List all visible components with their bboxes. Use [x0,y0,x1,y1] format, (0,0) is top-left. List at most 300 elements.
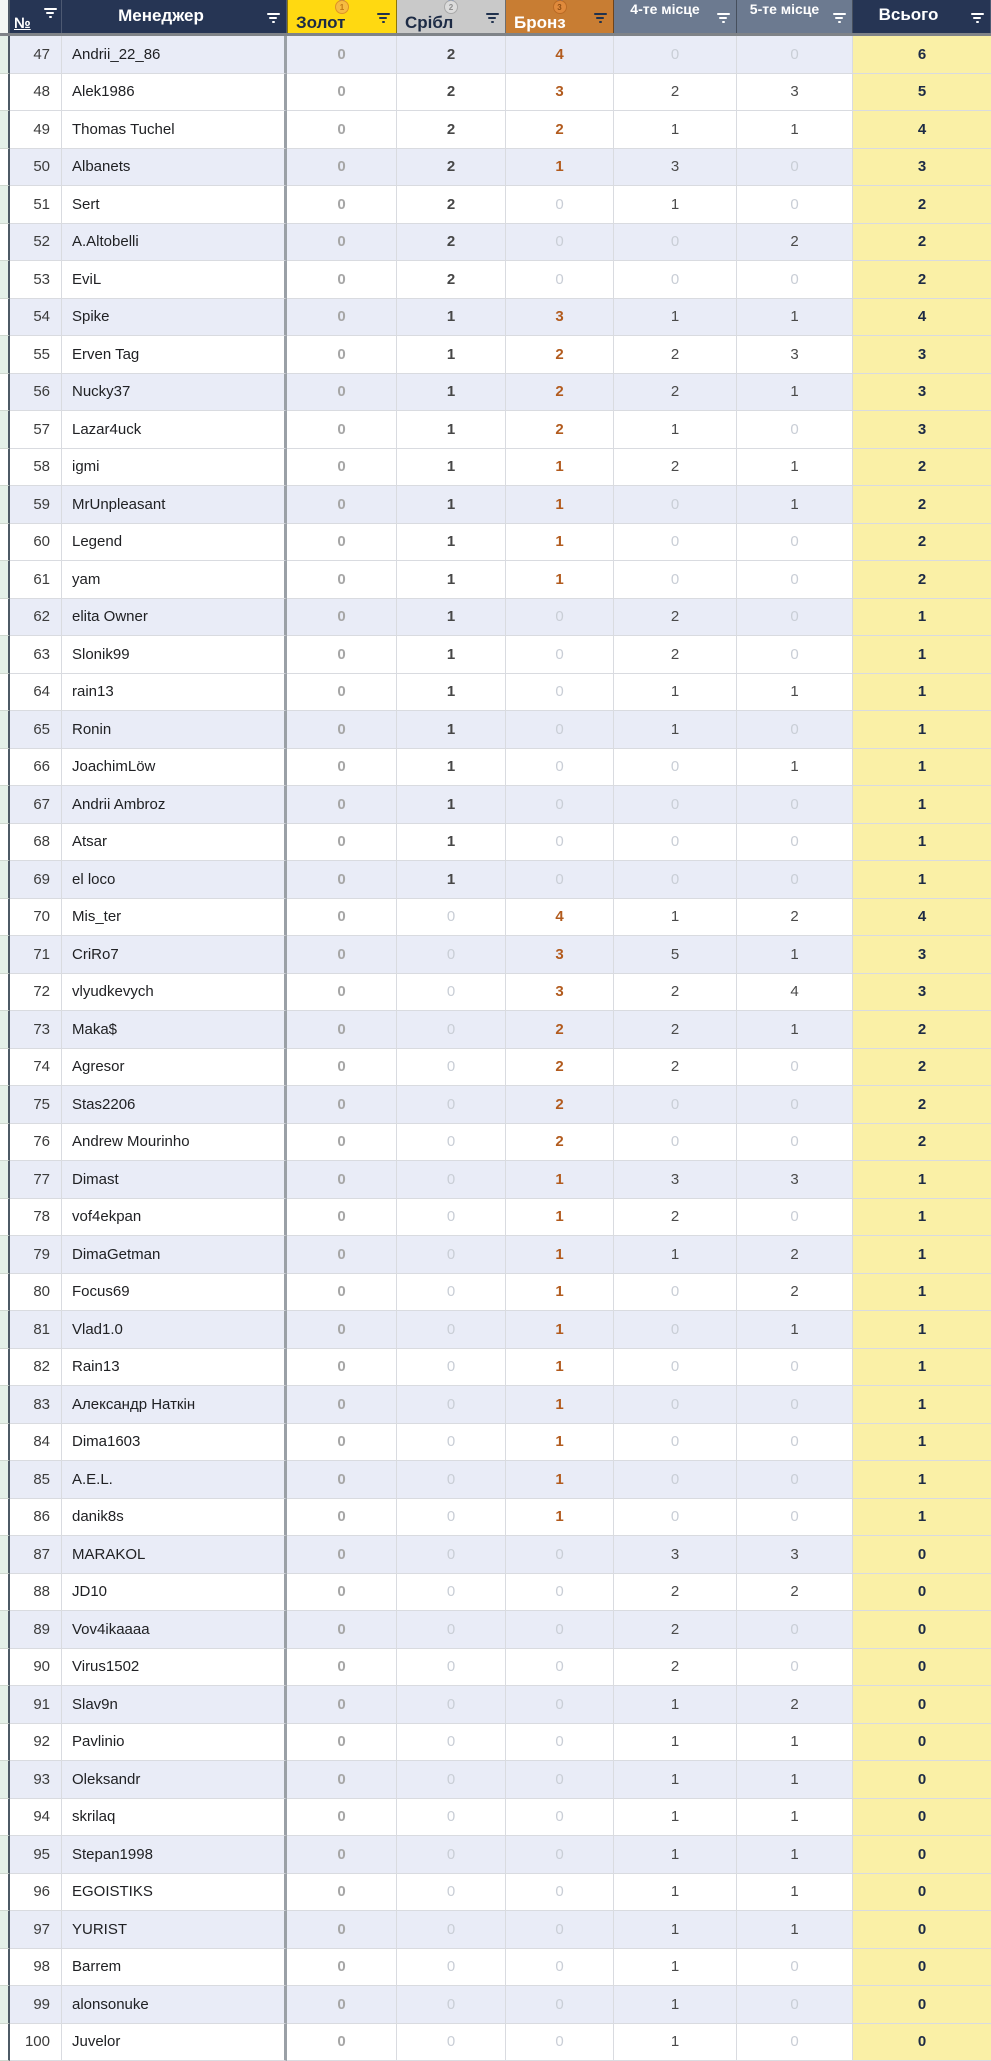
cell-silver-count[interactable]: 2 [397,261,506,299]
cell-fourth-place-count[interactable]: 0 [614,36,737,74]
cell-silver-count[interactable]: 0 [397,1011,506,1049]
cell-fourth-place-count[interactable]: 1 [614,1874,737,1912]
cell-gold-count[interactable]: 0 [287,111,397,149]
filter-icon[interactable] [715,13,731,23]
cell-rank[interactable]: 66 [10,749,62,787]
cell-silver-count[interactable]: 1 [397,336,506,374]
cell-fourth-place-count[interactable]: 2 [614,1049,737,1087]
cell-total-count[interactable]: 1 [853,599,991,637]
cell-total-count[interactable]: 3 [853,149,991,187]
cell-silver-count[interactable]: 0 [397,1536,506,1574]
cell-silver-count[interactable]: 0 [397,1386,506,1424]
cell-gold-count[interactable]: 0 [287,1986,397,2024]
cell-manager-name[interactable]: Virus1502 [62,1649,287,1687]
cell-bronze-count[interactable]: 1 [506,1311,614,1349]
cell-fourth-place-count[interactable]: 2 [614,599,737,637]
cell-total-count[interactable]: 2 [853,261,991,299]
cell-total-count[interactable]: 2 [853,449,991,487]
filter-icon[interactable] [484,13,500,23]
cell-manager-name[interactable]: Dimast [62,1161,287,1199]
cell-silver-count[interactable]: 0 [397,974,506,1012]
cell-gold-count[interactable]: 0 [287,936,397,974]
cell-fourth-place-count[interactable]: 2 [614,1574,737,1612]
cell-gold-count[interactable]: 0 [287,1911,397,1949]
cell-gold-count[interactable]: 0 [287,1086,397,1124]
cell-gold-count[interactable]: 0 [287,374,397,412]
cell-fifth-place-count[interactable]: 0 [737,411,853,449]
cell-gold-count[interactable]: 0 [287,1611,397,1649]
cell-rank[interactable]: 91 [10,1686,62,1724]
cell-bronze-count[interactable]: 0 [506,1536,614,1574]
cell-fifth-place-count[interactable]: 0 [737,1086,853,1124]
cell-silver-count[interactable]: 0 [397,1949,506,1987]
cell-rank[interactable]: 80 [10,1274,62,1312]
cell-bronze-count[interactable]: 1 [506,524,614,562]
cell-bronze-count[interactable]: 1 [506,1236,614,1274]
cell-manager-name[interactable]: MrUnpleasant [62,486,287,524]
cell-fifth-place-count[interactable]: 1 [737,449,853,487]
filter-icon[interactable] [969,13,985,23]
cell-total-count[interactable]: 1 [853,1461,991,1499]
cell-fourth-place-count[interactable]: 0 [614,1499,737,1537]
filter-icon[interactable] [375,13,391,23]
cell-manager-name[interactable]: A.Altobelli [62,224,287,262]
cell-gold-count[interactable]: 0 [287,36,397,74]
cell-manager-name[interactable]: igmi [62,449,287,487]
cell-rank[interactable]: 82 [10,1349,62,1387]
cell-fourth-place-count[interactable]: 1 [614,186,737,224]
cell-fifth-place-count[interactable]: 3 [737,336,853,374]
cell-manager-name[interactable]: Pavlinio [62,1724,287,1762]
filter-icon[interactable] [265,13,281,23]
cell-gold-count[interactable]: 0 [287,899,397,937]
cell-silver-count[interactable]: 0 [397,1799,506,1837]
cell-manager-name[interactable]: rain13 [62,674,287,712]
cell-silver-count[interactable]: 0 [397,1611,506,1649]
cell-manager-name[interactable]: Erven Tag [62,336,287,374]
cell-fifth-place-count[interactable]: 1 [737,936,853,974]
cell-fourth-place-count[interactable]: 1 [614,299,737,337]
filter-icon[interactable] [831,13,847,23]
cell-gold-count[interactable]: 0 [287,861,397,899]
cell-gold-count[interactable]: 0 [287,1686,397,1724]
cell-total-count[interactable]: 1 [853,861,991,899]
cell-fourth-place-count[interactable]: 0 [614,1461,737,1499]
cell-manager-name[interactable]: DimaGetman [62,1236,287,1274]
column-header-silver[interactable] [397,0,506,33]
cell-silver-count[interactable]: 0 [397,2024,506,2061]
cell-gold-count[interactable]: 0 [287,711,397,749]
cell-manager-name[interactable]: Thomas Tuchel [62,111,287,149]
cell-bronze-count[interactable]: 1 [506,1199,614,1237]
cell-fifth-place-count[interactable]: 0 [737,36,853,74]
cell-fifth-place-count[interactable]: 0 [737,599,853,637]
cell-rank[interactable]: 79 [10,1236,62,1274]
cell-silver-count[interactable]: 0 [397,1574,506,1612]
cell-fifth-place-count[interactable]: 0 [737,1199,853,1237]
cell-manager-name[interactable]: Albanets [62,149,287,187]
cell-bronze-count[interactable]: 0 [506,1799,614,1837]
cell-gold-count[interactable]: 0 [287,1424,397,1462]
cell-total-count[interactable]: 0 [853,1686,991,1724]
cell-manager-name[interactable]: CriRo7 [62,936,287,974]
cell-fifth-place-count[interactable]: 1 [737,1911,853,1949]
cell-bronze-count[interactable]: 0 [506,1949,614,1987]
cell-manager-name[interactable]: Slav9n [62,1686,287,1724]
cell-silver-count[interactable]: 1 [397,636,506,674]
cell-fifth-place-count[interactable]: 0 [737,1649,853,1687]
cell-rank[interactable]: 87 [10,1536,62,1574]
cell-fourth-place-count[interactable]: 0 [614,1424,737,1462]
cell-silver-count[interactable]: 1 [397,599,506,637]
cell-total-count[interactable]: 0 [853,1611,991,1649]
cell-gold-count[interactable]: 0 [287,1236,397,1274]
cell-rank[interactable]: 49 [10,111,62,149]
cell-manager-name[interactable]: Rain13 [62,1349,287,1387]
cell-manager-name[interactable]: Barrem [62,1949,287,1987]
cell-gold-count[interactable]: 0 [287,224,397,262]
cell-fourth-place-count[interactable]: 1 [614,1911,737,1949]
cell-gold-count[interactable]: 0 [287,1349,397,1387]
cell-fourth-place-count[interactable]: 1 [614,1836,737,1874]
cell-silver-count[interactable]: 0 [397,1236,506,1274]
cell-manager-name[interactable]: danik8s [62,1499,287,1537]
cell-total-count[interactable]: 1 [853,1199,991,1237]
cell-fourth-place-count[interactable]: 1 [614,2024,737,2061]
cell-gold-count[interactable]: 0 [287,1386,397,1424]
cell-bronze-count[interactable]: 4 [506,899,614,937]
cell-rank[interactable]: 90 [10,1649,62,1687]
cell-total-count[interactable]: 1 [853,1274,991,1312]
cell-manager-name[interactable]: vof4ekpan [62,1199,287,1237]
cell-fifth-place-count[interactable]: 0 [737,711,853,749]
cell-fourth-place-count[interactable]: 0 [614,861,737,899]
cell-fifth-place-count[interactable]: 0 [737,2024,853,2061]
cell-gold-count[interactable]: 0 [287,1836,397,1874]
cell-gold-count[interactable]: 0 [287,1949,397,1987]
cell-total-count[interactable]: 2 [853,561,991,599]
cell-gold-count[interactable]: 0 [287,524,397,562]
cell-fourth-place-count[interactable]: 2 [614,74,737,112]
cell-fourth-place-count[interactable]: 0 [614,261,737,299]
cell-bronze-count[interactable]: 0 [506,749,614,787]
cell-gold-count[interactable]: 0 [287,1499,397,1537]
cell-fifth-place-count[interactable]: 0 [737,786,853,824]
cell-fifth-place-count[interactable]: 0 [737,636,853,674]
cell-total-count[interactable]: 1 [853,636,991,674]
cell-silver-count[interactable]: 2 [397,149,506,187]
cell-fourth-place-count[interactable]: 0 [614,824,737,862]
cell-bronze-count[interactable]: 0 [506,1686,614,1724]
cell-fifth-place-count[interactable]: 0 [737,1124,853,1162]
cell-manager-name[interactable]: elita Owner [62,599,287,637]
cell-total-count[interactable]: 4 [853,111,991,149]
cell-silver-count[interactable]: 2 [397,224,506,262]
cell-silver-count[interactable]: 1 [397,674,506,712]
cell-rank[interactable]: 57 [10,411,62,449]
cell-manager-name[interactable]: Legend [62,524,287,562]
cell-gold-count[interactable]: 0 [287,1124,397,1162]
cell-fifth-place-count[interactable]: 1 [737,1874,853,1912]
cell-fifth-place-count[interactable]: 1 [737,749,853,787]
cell-manager-name[interactable]: alonsonuke [62,1986,287,2024]
cell-bronze-count[interactable]: 0 [506,1836,614,1874]
cell-fourth-place-count[interactable]: 1 [614,711,737,749]
cell-rank[interactable]: 86 [10,1499,62,1537]
cell-fourth-place-count[interactable]: 3 [614,1161,737,1199]
cell-silver-count[interactable]: 0 [397,1086,506,1124]
filter-icon[interactable] [592,13,608,23]
cell-silver-count[interactable]: 0 [397,1761,506,1799]
cell-gold-count[interactable]: 0 [287,1649,397,1687]
cell-manager-name[interactable]: Ronin [62,711,287,749]
cell-gold-count[interactable]: 0 [287,599,397,637]
cell-fifth-place-count[interactable]: 0 [737,1499,853,1537]
cell-rank[interactable]: 50 [10,149,62,187]
cell-gold-count[interactable]: 0 [287,486,397,524]
cell-gold-count[interactable]: 0 [287,974,397,1012]
cell-rank[interactable]: 69 [10,861,62,899]
cell-fifth-place-count[interactable]: 0 [737,1986,853,2024]
cell-bronze-count[interactable]: 2 [506,111,614,149]
cell-manager-name[interactable]: Alek1986 [62,74,287,112]
cell-fourth-place-count[interactable]: 1 [614,1949,737,1987]
cell-bronze-count[interactable]: 0 [506,1649,614,1687]
cell-manager-name[interactable]: yam [62,561,287,599]
cell-manager-name[interactable]: Nucky37 [62,374,287,412]
cell-fifth-place-count[interactable]: 0 [737,186,853,224]
cell-silver-count[interactable]: 1 [397,861,506,899]
cell-manager-name[interactable]: Andrii Ambroz [62,786,287,824]
cell-bronze-count[interactable]: 1 [506,1424,614,1462]
cell-manager-name[interactable]: YURIST [62,1911,287,1949]
cell-silver-count[interactable]: 1 [397,749,506,787]
cell-manager-name[interactable]: Juvelor [62,2024,287,2061]
cell-fifth-place-count[interactable]: 2 [737,224,853,262]
cell-rank[interactable]: 70 [10,899,62,937]
cell-total-count[interactable]: 0 [853,1799,991,1837]
cell-total-count[interactable]: 1 [853,711,991,749]
cell-total-count[interactable]: 1 [853,1236,991,1274]
cell-gold-count[interactable]: 0 [287,1161,397,1199]
cell-total-count[interactable]: 1 [853,1499,991,1537]
cell-rank[interactable]: 71 [10,936,62,974]
cell-silver-count[interactable]: 0 [397,1311,506,1349]
cell-bronze-count[interactable]: 3 [506,936,614,974]
cell-total-count[interactable]: 1 [853,674,991,712]
cell-fourth-place-count[interactable]: 2 [614,449,737,487]
cell-rank[interactable]: 54 [10,299,62,337]
cell-fourth-place-count[interactable]: 0 [614,561,737,599]
cell-manager-name[interactable]: Vov4ikaaaa [62,1611,287,1649]
cell-rank[interactable]: 81 [10,1311,62,1349]
cell-rank[interactable]: 93 [10,1761,62,1799]
cell-silver-count[interactable]: 0 [397,936,506,974]
cell-total-count[interactable]: 1 [853,1311,991,1349]
cell-gold-count[interactable]: 0 [287,786,397,824]
cell-gold-count[interactable]: 0 [287,1874,397,1912]
cell-silver-count[interactable]: 0 [397,899,506,937]
cell-manager-name[interactable]: Александр Наткін [62,1386,287,1424]
cell-silver-count[interactable]: 0 [397,1724,506,1762]
cell-fifth-place-count[interactable]: 1 [737,1724,853,1762]
cell-total-count[interactable]: 2 [853,486,991,524]
cell-gold-count[interactable]: 0 [287,749,397,787]
cell-silver-count[interactable]: 0 [397,1686,506,1724]
cell-fourth-place-count[interactable]: 0 [614,1124,737,1162]
column-header-fourth-place[interactable] [614,0,737,33]
cell-manager-name[interactable]: Slonik99 [62,636,287,674]
cell-total-count[interactable]: 2 [853,1124,991,1162]
cell-fifth-place-count[interactable]: 0 [737,261,853,299]
cell-fifth-place-count[interactable]: 3 [737,74,853,112]
cell-fourth-place-count[interactable]: 3 [614,1536,737,1574]
cell-total-count[interactable]: 4 [853,899,991,937]
cell-total-count[interactable]: 1 [853,1424,991,1462]
cell-rank[interactable]: 89 [10,1611,62,1649]
cell-fourth-place-count[interactable]: 1 [614,1236,737,1274]
cell-fifth-place-count[interactable]: 0 [737,824,853,862]
cell-total-count[interactable]: 2 [853,1049,991,1087]
cell-fourth-place-count[interactable]: 1 [614,1986,737,2024]
cell-manager-name[interactable]: Spike [62,299,287,337]
cell-fifth-place-count[interactable]: 2 [737,1574,853,1612]
cell-fifth-place-count[interactable]: 0 [737,1611,853,1649]
cell-bronze-count[interactable]: 2 [506,1124,614,1162]
cell-bronze-count[interactable]: 0 [506,2024,614,2061]
cell-manager-name[interactable]: EviL [62,261,287,299]
cell-silver-count[interactable]: 0 [397,1274,506,1312]
cell-total-count[interactable]: 1 [853,786,991,824]
cell-total-count[interactable]: 3 [853,974,991,1012]
cell-bronze-count[interactable]: 1 [506,1461,614,1499]
cell-silver-count[interactable]: 1 [397,524,506,562]
cell-total-count[interactable]: 1 [853,1349,991,1387]
cell-manager-name[interactable]: Focus69 [62,1274,287,1312]
cell-total-count[interactable]: 0 [853,2024,991,2061]
cell-total-count[interactable]: 2 [853,524,991,562]
cell-rank[interactable]: 64 [10,674,62,712]
cell-manager-name[interactable]: JD10 [62,1574,287,1612]
cell-rank[interactable]: 96 [10,1874,62,1912]
cell-bronze-count[interactable]: 2 [506,1086,614,1124]
cell-rank[interactable]: 59 [10,486,62,524]
cell-total-count[interactable]: 0 [853,1761,991,1799]
cell-gold-count[interactable]: 0 [287,824,397,862]
cell-rank[interactable]: 62 [10,599,62,637]
cell-silver-count[interactable]: 0 [397,1836,506,1874]
cell-gold-count[interactable]: 0 [287,1049,397,1087]
cell-bronze-count[interactable]: 2 [506,1049,614,1087]
cell-fourth-place-count[interactable]: 0 [614,524,737,562]
cell-rank[interactable]: 99 [10,1986,62,2024]
cell-bronze-count[interactable]: 1 [506,1274,614,1312]
cell-fourth-place-count[interactable]: 1 [614,1724,737,1762]
cell-gold-count[interactable]: 0 [287,1199,397,1237]
cell-bronze-count[interactable]: 3 [506,974,614,1012]
cell-silver-count[interactable]: 0 [397,1499,506,1537]
cell-rank[interactable]: 92 [10,1724,62,1762]
cell-rank[interactable]: 60 [10,524,62,562]
cell-fifth-place-count[interactable]: 2 [737,1274,853,1312]
cell-silver-count[interactable]: 1 [397,711,506,749]
cell-gold-count[interactable]: 0 [287,1799,397,1837]
cell-bronze-count[interactable]: 1 [506,486,614,524]
cell-manager-name[interactable]: Stas2206 [62,1086,287,1124]
cell-bronze-count[interactable]: 2 [506,336,614,374]
cell-gold-count[interactable]: 0 [287,1011,397,1049]
cell-silver-count[interactable]: 1 [397,786,506,824]
cell-rank[interactable]: 85 [10,1461,62,1499]
cell-bronze-count[interactable]: 1 [506,561,614,599]
cell-bronze-count[interactable]: 1 [506,1349,614,1387]
cell-silver-count[interactable]: 0 [397,1199,506,1237]
cell-fifth-place-count[interactable]: 2 [737,899,853,937]
cell-total-count[interactable]: 2 [853,224,991,262]
cell-gold-count[interactable]: 0 [287,261,397,299]
cell-manager-name[interactable]: Maka$ [62,1011,287,1049]
cell-gold-count[interactable]: 0 [287,1761,397,1799]
cell-bronze-count[interactable]: 0 [506,1724,614,1762]
cell-bronze-count[interactable]: 0 [506,261,614,299]
cell-bronze-count[interactable]: 0 [506,1574,614,1612]
cell-rank[interactable]: 94 [10,1799,62,1837]
cell-silver-count[interactable]: 0 [397,1161,506,1199]
cell-fifth-place-count[interactable]: 1 [737,674,853,712]
cell-fourth-place-count[interactable]: 1 [614,1799,737,1837]
cell-bronze-count[interactable]: 0 [506,786,614,824]
cell-rank[interactable]: 53 [10,261,62,299]
cell-total-count[interactable]: 4 [853,299,991,337]
cell-bronze-count[interactable]: 1 [506,1386,614,1424]
cell-gold-count[interactable]: 0 [287,1574,397,1612]
cell-fourth-place-count[interactable]: 2 [614,1199,737,1237]
cell-fourth-place-count[interactable]: 0 [614,1274,737,1312]
cell-total-count[interactable]: 3 [853,936,991,974]
cell-fourth-place-count[interactable]: 1 [614,411,737,449]
cell-rank[interactable]: 48 [10,74,62,112]
cell-total-count[interactable]: 0 [853,1949,991,1987]
cell-fifth-place-count[interactable]: 3 [737,1536,853,1574]
cell-fifth-place-count[interactable]: 1 [737,111,853,149]
cell-total-count[interactable]: 3 [853,374,991,412]
cell-fifth-place-count[interactable]: 2 [737,1236,853,1274]
cell-gold-count[interactable]: 0 [287,636,397,674]
cell-fourth-place-count[interactable]: 2 [614,1011,737,1049]
cell-bronze-count[interactable]: 0 [506,1986,614,2024]
cell-fifth-place-count[interactable]: 1 [737,1836,853,1874]
cell-gold-count[interactable]: 0 [287,299,397,337]
cell-fifth-place-count[interactable]: 0 [737,1386,853,1424]
cell-bronze-count[interactable]: 0 [506,224,614,262]
cell-gold-count[interactable]: 0 [287,411,397,449]
cell-rank[interactable]: 88 [10,1574,62,1612]
cell-total-count[interactable]: 1 [853,1161,991,1199]
cell-fourth-place-count[interactable]: 0 [614,1349,737,1387]
cell-fourth-place-count[interactable]: 2 [614,1611,737,1649]
cell-bronze-count[interactable]: 4 [506,36,614,74]
cell-gold-count[interactable]: 0 [287,186,397,224]
cell-rank[interactable]: 97 [10,1911,62,1949]
column-header-rank[interactable] [10,0,62,33]
cell-bronze-count[interactable]: 1 [506,449,614,487]
cell-gold-count[interactable]: 0 [287,1461,397,1499]
cell-fourth-place-count[interactable]: 2 [614,636,737,674]
cell-silver-count[interactable]: 1 [397,561,506,599]
cell-fourth-place-count[interactable]: 1 [614,674,737,712]
cell-silver-count[interactable]: 1 [397,411,506,449]
cell-rank[interactable]: 61 [10,561,62,599]
